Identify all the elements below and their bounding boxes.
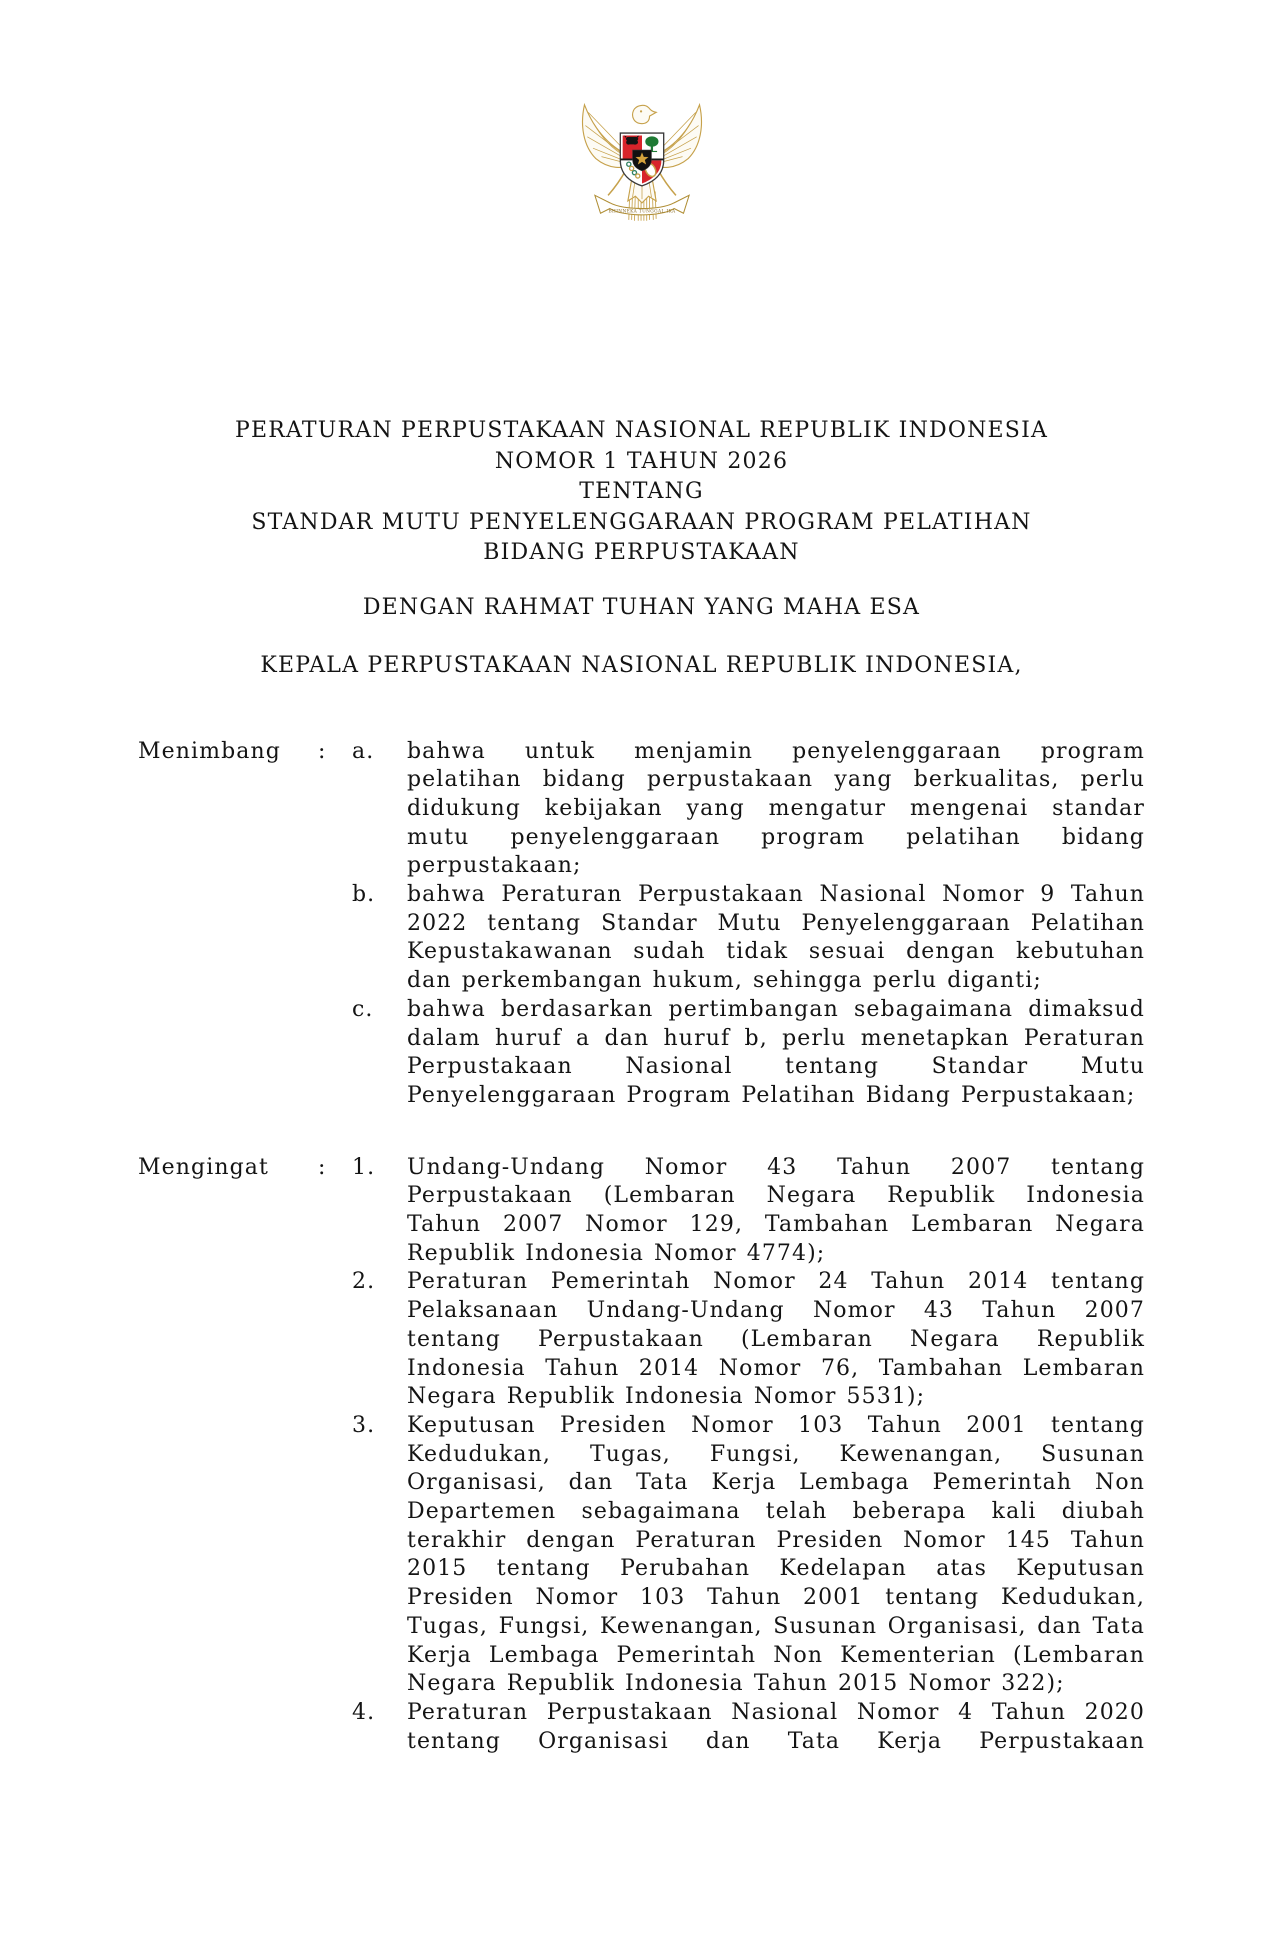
- item-text: bahwa untuk menjamin penyelenggaraan program pelatihan bidang perpustakaan yang berkualitas, perlu didukung kebijakan yang mengatur mengenai standar mutu penyelenggaraan program pelatihan bidang perpustakaan;: [407, 738, 1145, 879]
- title-line-regulation: PERATURAN PERPUSTAKAAN NASIONAL REPUBLIK INDONESIA: [234, 418, 1049, 443]
- garuda-pancasila-emblem: [576, 80, 708, 222]
- item-text: bahwa Peraturan Perpustakaan Nasional Nomor 9 Tahun 2022 tentang Standar Mutu Penyelenggaraan Pelatihan Kepustakawanan sudah tidak sesuai dengan kebutuhan dan perkembangan hukum, sehingga perlu diganti;: [407, 882, 1145, 994]
- emblem-head: [632, 105, 656, 123]
- considering-section: [138, 738, 1145, 1111]
- legal-basis-section: [138, 1154, 1145, 1757]
- section-label-mengingat: Mengingat: [138, 1154, 269, 1180]
- issuing-official-line: KEPALA PERPUSTAKAAN NASIONAL REPUBLIK INDONESIA,: [260, 653, 1023, 678]
- legal-basis-item-3: [352, 1412, 1145, 1699]
- item-marker: 2.: [352, 1269, 376, 1295]
- emblem-shield: [620, 133, 663, 186]
- considering-item-b: [352, 881, 1145, 996]
- item-marker: 4.: [352, 1700, 376, 1725]
- item-marker: 1.: [352, 1154, 376, 1180]
- item-text: Keputusan Presiden Nomor 103 Tahun 2001 tentang Kedudukan, Tugas, Fungsi, Kewenangan, Susunan Organisasi, dan Tata Kerja Lembaga Pemerintah Non Departemen sebagaimana telah beberapa kali diubah terakhir dengan Peraturan Presiden Nomor 145 Tahun 2015 tentang Perubahan Kedelapan atas Keputusan Presiden Nomor 103 Tahun 2001 tentang Kedudukan, Tugas, Fungsi, Kewenangan, Susunan Organisasi, dan Tata Kerja Lembaga Pemerintah Non Kementerian (Lembaran Negara Republik Indonesia Tahun 2015 Nomor 322);: [407, 1412, 1145, 1697]
- item-text: Undang-Undang Nomor 43 Tahun 2007 tentang Perpustakaan (Lembaran Negara Republik Indonesia Tahun 2007 Nomor 129, Tambahan Lembaran Negara Republik Indonesia Nomor 4774);: [407, 1154, 1145, 1266]
- item-marker: a.: [352, 738, 375, 764]
- considering-item-c: [352, 996, 1145, 1111]
- item-marker: b.: [352, 882, 376, 908]
- item-marker: 3.: [352, 1412, 376, 1438]
- considering-items: [352, 738, 1145, 1111]
- title-line-subject-2: BIDANG PERPUSTAKAAN: [483, 540, 800, 565]
- document-title: [138, 416, 1145, 569]
- section-label-menimbang: Menimbang: [138, 738, 281, 764]
- title-line-tentang: TENTANG: [579, 479, 704, 504]
- legal-basis-item-4: [352, 1699, 1145, 1756]
- document-content: [138, 0, 1145, 1756]
- section-colon: :: [318, 1154, 327, 1180]
- preamble-sections: [138, 738, 1145, 1757]
- item-text: Peraturan Perpustakaan Nasional Nomor 4 Tahun 2020 tentang Organisasi dan Tata Kerja Perpustakaan: [407, 1700, 1145, 1754]
- item-text: bahwa berdasarkan pertimbangan sebagaimana dimaksud dalam huruf a dan huruf b, perlu menetapkan Peraturan Perpustakaan Nasional tentang Standar Mutu Penyelenggaraan Program Pelatihan Bidang Perpustakaan;: [407, 996, 1145, 1108]
- title-line-number: NOMOR 1 TAHUN 2026: [494, 448, 789, 474]
- item-marker: c.: [352, 996, 374, 1022]
- title-line-subject-1: STANDAR MUTU PENYELENGGARAAN PROGRAM PELATIHAN: [251, 509, 1032, 535]
- legal-basis-item-1: [352, 1154, 1145, 1269]
- emblem-banner-text: BHINNEKA TUNGGAL IKA: [607, 209, 676, 215]
- section-colon: :: [318, 738, 327, 764]
- legal-basis-items: [352, 1154, 1145, 1757]
- considering-item-a: [352, 738, 1145, 882]
- invocation-line: DENGAN RAHMAT TUHAN YANG MAHA ESA: [362, 594, 921, 620]
- item-text: Peraturan Pemerintah Nomor 24 Tahun 2014 tentang Pelaksanaan Undang-Undang Nomor 43 Tahun 2007 tentang Perpustakaan (Lembaran Negara Republik Indonesia Tahun 2014 Nomor 76, Tambahan Lembaran Negara Republik Indonesia Nomor 5531);: [407, 1269, 1145, 1410]
- legal-basis-item-2: [352, 1268, 1145, 1412]
- garuda-pancasila-icon: [576, 80, 708, 222]
